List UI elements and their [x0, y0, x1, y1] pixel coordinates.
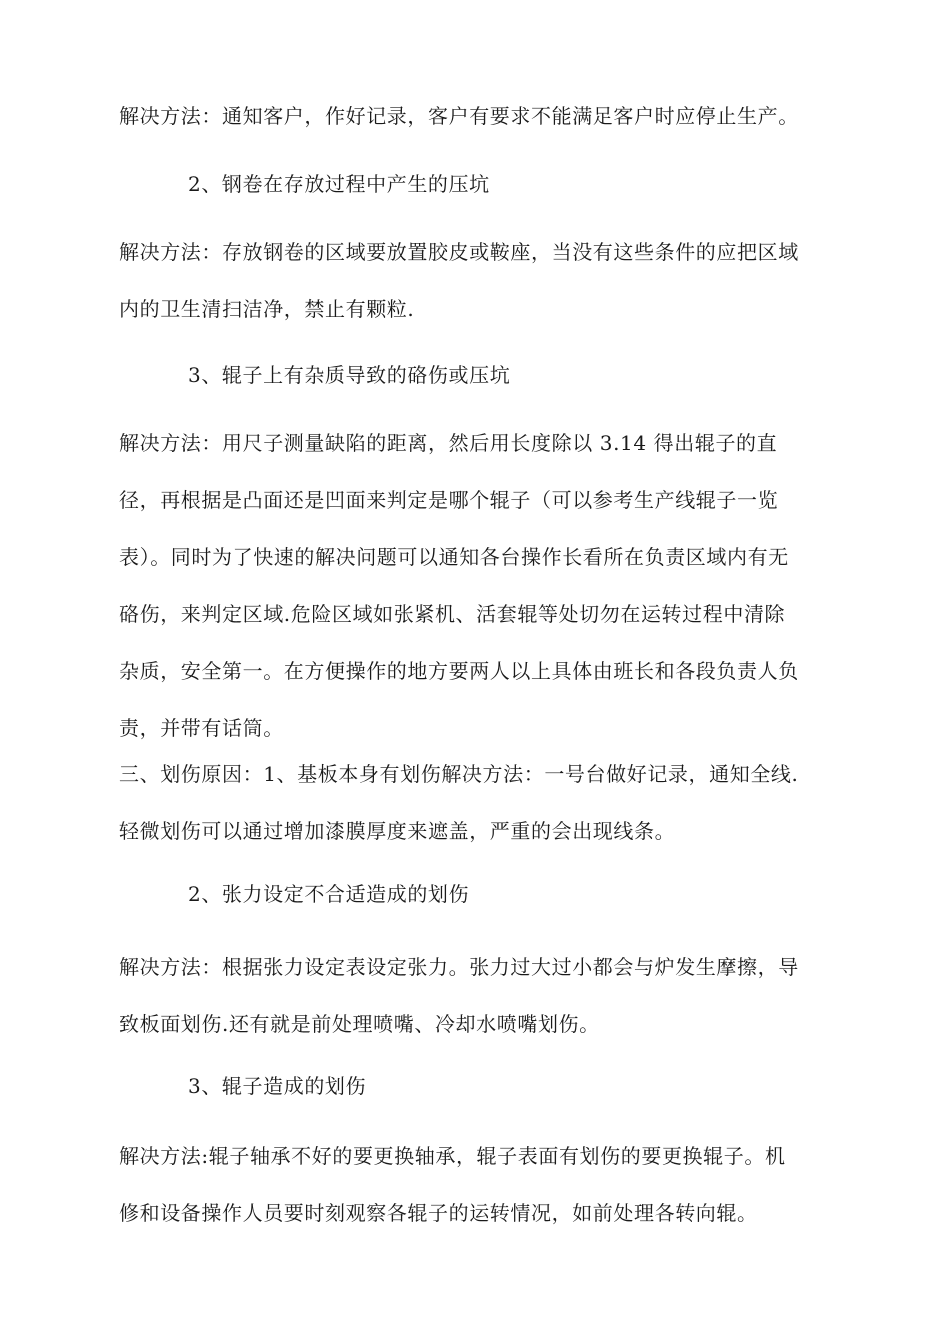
paragraph-line: 解决方法：存放钢卷的区域要放置胶皮或鞍座，当没有这些条件的应把区域 — [119, 240, 799, 264]
paragraph-line: 内的卫生清扫洁净，禁止有颗粒. — [119, 297, 415, 321]
paragraph-line: 修和设备操作人员要时刻观察各辊子的运转情况，如前处理各转向辊。 — [119, 1201, 758, 1225]
paragraph-line: 解决方法:辊子轴承不好的要更换轴承，辊子表面有划伤的要更换辊子。机 — [119, 1144, 786, 1168]
heading-roller-impurities: 3、辊子上有杂质导致的硌伤或压坑 — [188, 363, 511, 387]
heading-storage-dents: 2、钢卷在存放过程中产生的压坑 — [188, 172, 490, 196]
paragraph-line: 解决方法：通知客户，作好记录，客户有要求不能满足客户时应停止生产。 — [119, 104, 799, 128]
paragraph-roller-solution — [119, 415, 844, 757]
paragraph-line: 解决方法：根据张力设定表设定张力。张力过大过小都会与炉发生摩擦，导 — [119, 955, 799, 979]
paragraph-notify-customer — [119, 88, 844, 145]
paragraph-line: 表）。同时为了快速的解决问题可以通知各台操作长看所在负责区域内有无 — [119, 545, 789, 569]
paragraph-line: 杂质，安全第一。在方便操作的地方要两人以上具体由班长和各段负责人负 — [119, 659, 799, 683]
paragraph-roller-scratch-solution — [119, 1128, 844, 1242]
paragraph-line: 致板面划伤.还有就是前处理喷嘴、冷却水喷嘴划伤。 — [119, 1012, 600, 1036]
paragraph-line: 三、划伤原因：1、基板本身有划伤解决方法：一号台做好记录，通知全线. — [119, 762, 799, 786]
heading-tension-scratches: 2、张力设定不合适造成的划伤 — [188, 882, 470, 906]
paragraph-line: 责，并带有话筒。 — [119, 716, 284, 740]
paragraph-line: 轻微划伤可以通过增加漆膜厚度来遮盖，严重的会出现线条。 — [119, 819, 676, 843]
paragraph-tension-solution — [119, 939, 844, 1053]
paragraph-scratch-causes — [119, 746, 844, 860]
paragraph-line: 解决方法：用尺子测量缺陷的距离，然后用长度除以 3.14 得出辊子的直 — [119, 431, 778, 455]
heading-roller-scratches: 3、辊子造成的划伤 — [188, 1074, 367, 1098]
paragraph-line: 硌伤，来判定区域.危险区域如张紧机、活套辊等处切勿在运转过程中清除 — [119, 602, 786, 626]
paragraph-storage-solution — [119, 224, 844, 338]
paragraph-line: 径，再根据是凸面还是凹面来判定是哪个辊子（可以参考生产线辊子一览 — [119, 488, 779, 512]
